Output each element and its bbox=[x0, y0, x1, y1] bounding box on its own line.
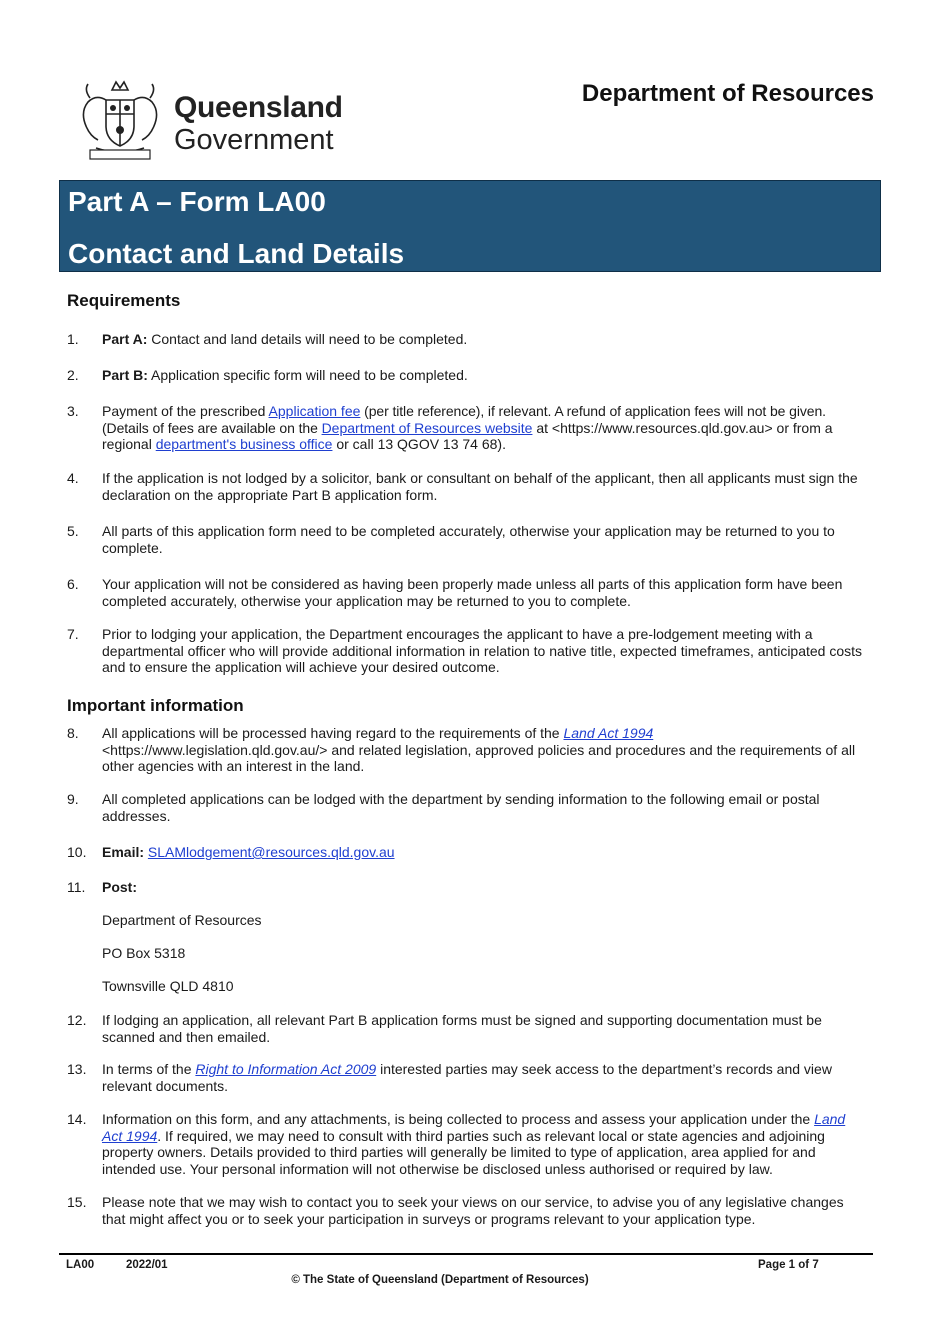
department-title: Department of Resources bbox=[581, 80, 874, 107]
land-act-link[interactable]: Land Act 1994 bbox=[102, 1111, 846, 1144]
email-link[interactable]: SLAMlodgement@resources.qld.gov.au bbox=[147, 844, 395, 860]
item-text: or call 13 QGOV 13 74 68). bbox=[332, 436, 506, 453]
item-text: If lodging an application, all relevant Part B application forms must be signed and supporting documentation must be scanned and then emailed. bbox=[102, 1012, 822, 1045]
queensland-government-logo bbox=[76, 78, 346, 162]
requirements-heading: Requirements bbox=[67, 291, 181, 310]
application-fee-link[interactable]: Application fee bbox=[268, 403, 361, 419]
post-address-line: PO Box 5318 bbox=[102, 945, 186, 961]
logo-text-government: Government bbox=[174, 124, 334, 156]
item-bold-label: Part A: bbox=[102, 331, 148, 347]
department-website-link[interactable]: Department of Resources website bbox=[321, 419, 533, 436]
footer-version: 2022/01 bbox=[126, 1259, 168, 1271]
coat-of-arms-icon bbox=[76, 78, 164, 162]
item-bold-label: Post: bbox=[102, 879, 137, 895]
item-text: at <https://www.resources.qld.gov.au> or from a regional bbox=[102, 419, 833, 453]
item-text: Please note that we may wish to contact you to seek your views on our service, to advise you of any legislative changes that might affect you or to seek your participation in surveys or programs relevant to your application type. bbox=[102, 1194, 844, 1227]
footer-copyright: © The State of Queensland (Department of Resources) bbox=[291, 1274, 589, 1286]
footer-form-code: LA00 bbox=[66, 1259, 95, 1271]
post-address-line: Department of Resources bbox=[102, 912, 262, 928]
item-text: Contact and land details will need to be completed. bbox=[147, 331, 468, 347]
item-text: In terms of the bbox=[102, 1061, 196, 1077]
item-number: 11. bbox=[67, 879, 86, 895]
form-subtitle: Contact and Land Details bbox=[68, 238, 405, 269]
form-title-banner bbox=[59, 180, 881, 272]
item-text: interested parties may seek access to the department’s records and view relevant documents. bbox=[102, 1061, 832, 1094]
item-text: . If required, we may need to consult with third parties such as relevant local or state agencies and adjoining property owners. Details provided to third parties will generally be limited to type of application, area applied for and intended use. Your personal information will not otherwise be disclosed unless authorised or required by law. bbox=[102, 1127, 825, 1178]
item-number: 15. bbox=[67, 1194, 87, 1210]
business-office-link[interactable]: department's business office bbox=[155, 436, 333, 453]
item-number: 6. bbox=[67, 576, 79, 592]
item-text: <https://www.legislation.qld.gov.au/> and related legislation, approved policies and procedures and the requirements of all other agencies with an interest in the land. bbox=[102, 741, 856, 775]
item-text: All applications will be processed having regard to the requirements of the bbox=[102, 725, 564, 741]
item-number: 14. bbox=[67, 1111, 87, 1127]
item-number: 3. bbox=[67, 403, 79, 419]
footer-page-number: Page 1 of 7 bbox=[758, 1259, 819, 1271]
item-text: If the application is not lodged by a solicitor, bank or consultant on behalf of the applicant, then all applicants must sign the declaration on the appropriate Part B application form. bbox=[102, 470, 858, 503]
item-number: 10. bbox=[67, 844, 87, 860]
item-number: 5. bbox=[67, 523, 79, 539]
item-number: 9. bbox=[67, 791, 79, 807]
important-information-heading: Important information bbox=[67, 696, 244, 715]
item-text: All completed applications can be lodged with the department by sending information to the following email or postal addresses. bbox=[102, 791, 820, 824]
item-text: Payment of the prescribed bbox=[102, 403, 269, 419]
item-number: 8. bbox=[67, 725, 79, 741]
item-number: 2. bbox=[67, 367, 79, 383]
right-to-information-act-link[interactable]: Right to Information Act 2009 bbox=[195, 1061, 377, 1077]
item-bold-label: Email: bbox=[102, 844, 145, 860]
form-part-title: Part A – Form LA00 bbox=[68, 186, 326, 217]
logo-text-queensland: Queensland bbox=[174, 91, 343, 124]
item-text: Prior to lodging your application, the Department encourages the applicant to have a pre-lodgement meeting with a departmental officer who will provide additional information in relation to native title, expected timeframes, anticipated costs and to ensure the application will achieve your desired outcome. bbox=[102, 626, 863, 676]
footer-divider bbox=[59, 1253, 873, 1255]
item-text: Your application will not be considered as having been properly made unless all parts of this application form have been completed accurately, otherwise your application may be returned to you to complete. bbox=[102, 576, 843, 609]
item-text: (per title reference), if relevant. A refund of application fees will not be given. (Details of fees are available on the bbox=[102, 403, 826, 436]
item-number: 4. bbox=[67, 470, 79, 486]
item-text: All parts of this application form need to be completed accurately, otherwise your application may be returned to you to complete. bbox=[102, 523, 835, 556]
item-number: 7. bbox=[67, 626, 79, 642]
item-text: Information on this form, and any attachments, is being collected to process and assess your application under the bbox=[102, 1111, 815, 1127]
post-address-line: Townsville QLD 4810 bbox=[102, 978, 234, 994]
item-text: Application specific form will need to be completed. bbox=[147, 367, 468, 383]
item-bold-label: Part B: bbox=[102, 367, 148, 383]
land-act-link[interactable]: Land Act 1994 bbox=[563, 725, 654, 741]
item-number: 12. bbox=[67, 1012, 87, 1028]
item-number: 13. bbox=[67, 1061, 87, 1077]
item-number: 1. bbox=[67, 331, 79, 347]
